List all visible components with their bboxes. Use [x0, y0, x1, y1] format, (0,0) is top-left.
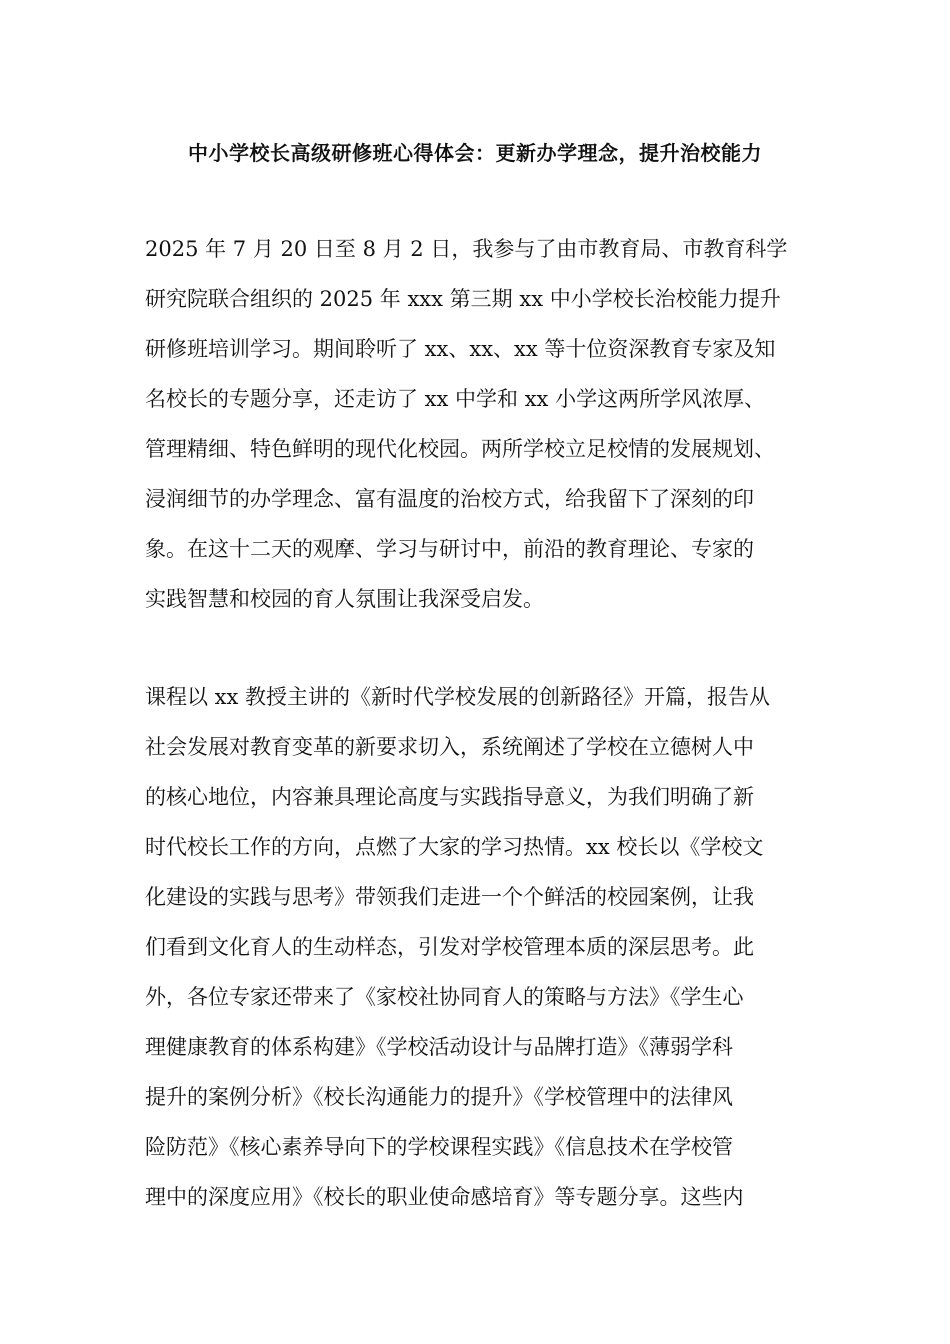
paragraph-line: 险防范》《核心素养导向下的学校课程实践》《信息技术在学校管	[145, 1135, 733, 1159]
paragraph-line: 提升的案例分析》《校长沟通能力的提升》《学校管理中的法律风	[145, 1085, 733, 1109]
paragraph-line: 理中的深度应用》《校长的职业使命感培育》等专题分享。这些内	[145, 1185, 744, 1209]
paragraph-line: 研究院联合组织的 2025 年 xxx 第三期 xx 中小学校长治校能力提升	[145, 287, 781, 311]
document-title: 中小学校长高级研修班心得体会：更新办学理念，提升治校能力	[188, 141, 762, 165]
paragraph-line: 实践智慧和校园的育人氛围让我深受启发。	[145, 587, 544, 611]
paragraph-1	[145, 224, 815, 624]
paragraph-line: 名校长的专题分享，还走访了 xx 中学和 xx 小学这两所学风浓厚、	[145, 387, 766, 411]
paragraph-line: 们看到文化育人的生动样态，引发对学校管理本质的深层思考。此	[145, 935, 754, 959]
paragraph-line: 外，各位专家还带来了《家校社协同育人的策略与方法》《学生心	[145, 985, 744, 1009]
paragraph-line: 课程以 xx 教授主讲的《新时代学校发展的创新路径》开篇，报告从	[145, 685, 771, 709]
paragraph-line: 社会发展对教育变革的新要求切入，系统阐述了学校在立德树人中	[145, 735, 754, 759]
paragraph-line: 象。在这十二天的观摩、学习与研讨中，前沿的教育理论、专家的	[145, 537, 754, 561]
paragraph-line: 时代校长工作的方向，点燃了大家的学习热情。xx 校长以《学校文	[145, 835, 764, 859]
paragraph-line: 化建设的实践与思考》带领我们走进一个个鲜活的校园案例，让我	[145, 885, 754, 909]
paragraph-line: 2025 年 7 月 20 日至 8 月 2 日，我参与了由市教育局、市教育科学	[145, 237, 788, 261]
paragraph-line: 研修班培训学习。期间聆听了 xx、xx、xx 等十位资深教育专家及知	[145, 337, 776, 361]
paragraph-2	[145, 672, 815, 1222]
paragraph-line: 理健康教育的体系构建》《学校活动设计与品牌打造》《薄弱学科	[145, 1035, 733, 1059]
paragraph-line: 浸润细节的办学理念、富有温度的治校方式，给我留下了深刻的印	[145, 487, 754, 511]
paragraph-line: 管理精细、特色鲜明的现代化校园。两所学校立足校情的发展规划、	[145, 437, 775, 461]
paragraph-line: 的核心地位，内容兼具理论高度与实践指导意义，为我们明确了新	[145, 785, 754, 809]
